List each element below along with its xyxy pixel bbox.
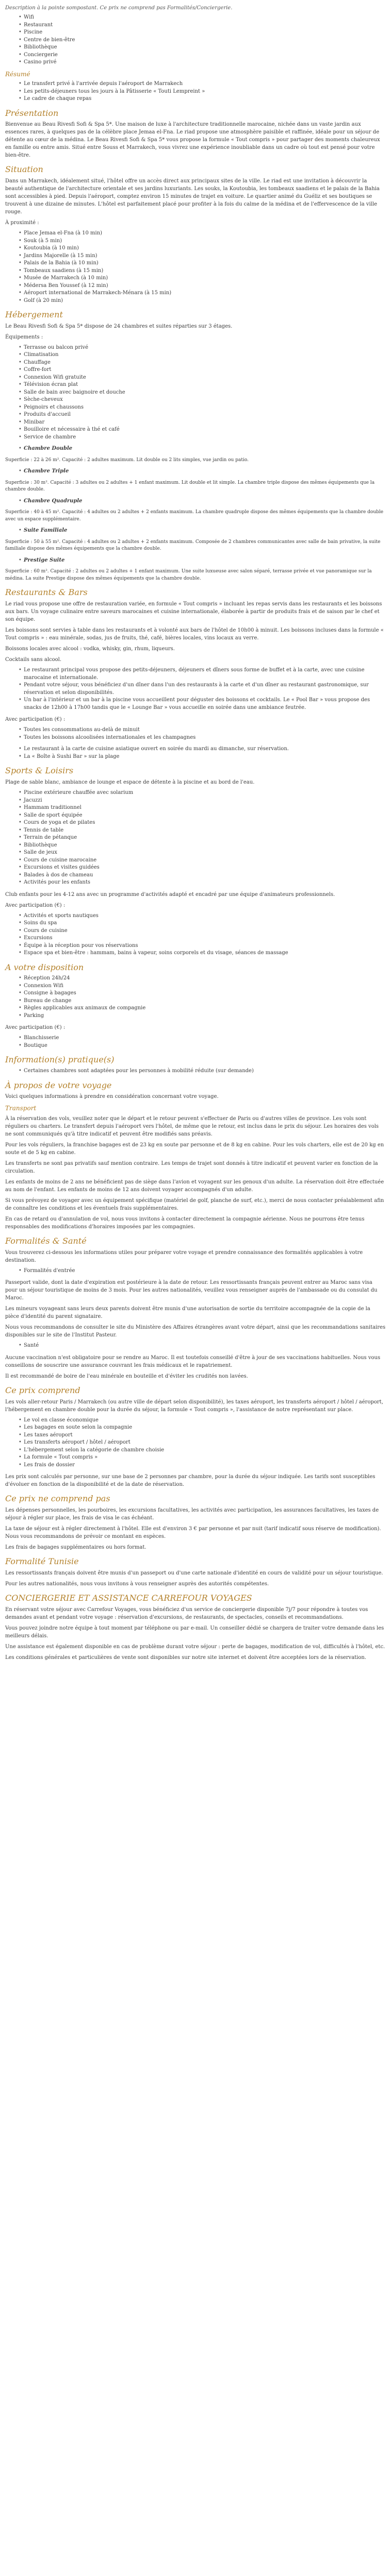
list-item: • Jacuzzi <box>19 797 386 805</box>
list-item: • Télévision écran plat <box>19 381 386 389</box>
list-item: • Aéroport international de Marrakech-Ménara (à 15 min) <box>19 290 386 297</box>
proximite-list <box>19 230 386 304</box>
transport-text-3: Les transferts ne sont pas privatifs sauf mention contraire. Les temps de trajet sont donnés à titre indicatif et peuvent varier en fonction de la circulation. <box>5 1161 378 1175</box>
list-item: • Bibliothèque <box>19 44 386 52</box>
presentation-text: Bienvenue au Beau Rivesfi Sofi & Spa 5*. Une maison de luxe à l'architecture traditionnelle marocaine, nichée dans un vaste jardin aux essences rares, à quelques pas de la célèbre place Jemaa el-Fna. Le riad propose une atmosphère paisible et raffinée, idéale pour un séjour de détente au cœur de la médina. Le Beau Rivesfi Sofi & Spa 5* vous propose la formule « Tout compris » pour partager des moments chaleureux en famille ou entre amis. Situé entre Souss et Marrakech, vous vivrez une expérience inoubliable dans un cadre où tout est pensé pour votre bien-être. <box>5 122 380 159</box>
avec-participation-list <box>19 726 386 741</box>
restaurants-note-list <box>19 745 386 760</box>
list-item: • Cours de cuisine marocaine <box>19 857 386 865</box>
list-item: • Salle de bain avec baignoire et douche <box>19 389 386 397</box>
list-item: • Activités pour les enfants <box>19 879 386 887</box>
section-title-formalite-tunisie: Formalité Tunisie <box>5 1556 79 1566</box>
equipements-list <box>19 344 386 442</box>
section-title-autre: A votre disposition <box>5 962 84 972</box>
concierge-text-2: Vous pouvez joindre notre équipe à tout moment par téléphone ou par e-mail. Un conseiller dédié se chargera de traiter votre demande dans les meilleurs délais. <box>5 1625 384 1639</box>
section-title-comprend: Ce prix comprend <box>5 1385 80 1395</box>
list-item: • Excursions <box>19 935 386 942</box>
nocomprend-text-1: Les dépenses personnelles, les pourboires, les excursions facultatives, les activités avec participation, les assurances facultatives, les taxes de séjour à régler sur place, les frais de visa le cas échéant. <box>5 1507 379 1521</box>
room-desc: Superficie : 40 à 45 m². Capacité : 4 adultes ou 2 adultes + 2 enfants maximum. La chambre quadruple dispose des mêmes équipements que la chambre double avec un espace supplémentaire. <box>5 510 384 522</box>
hebergement-text: Le Beau Rivesfi Sofi & Spa 5* dispose de 24 chambres et suites réparties sur 3 étages. <box>5 323 233 329</box>
list-item: • Certaines chambres sont adaptées pour les personnes à mobilité réduite (sur demande) <box>19 1067 386 1075</box>
list-item: • Les transferts aéroport / hôtel / aéroport <box>19 1439 386 1447</box>
autre-list <box>19 975 386 1020</box>
list-item: • Le cadre de chaque repas <box>19 95 386 103</box>
list-item: • Tennis de table <box>19 827 386 835</box>
room-list <box>19 445 386 453</box>
autre-participation-label: Avec participation (€) : <box>5 1025 66 1031</box>
room-item <box>19 445 386 453</box>
list-item: • Médersa Ben Youssef (à 12 min) <box>19 282 386 290</box>
list-item: • Restaurant <box>19 22 386 29</box>
list-item: • Salle de jeux <box>19 849 386 857</box>
transport-text-4: Les enfants de moins de 2 ans ne bénéficient pas de siège dans l'avion et voyagent sur les genoux d'un adulte. La réservation doit être effectuée au nom de l'enfant. Les enfants de moins de 12 ans doivent voyager accompagnés d'un adulte. <box>5 1179 384 1193</box>
list-item: • Le vol en classe économique <box>19 1417 386 1425</box>
section-title-info: Information(s) pratique(s) <box>5 1055 115 1065</box>
list-item: • Bouilloire et nécessaire à thé et café <box>19 426 386 434</box>
list-item: • Espace spa et bien-être : hammam, bains à vapeur, soins corporels et du visage, séances de massage <box>19 950 386 957</box>
list-item: • Le transfert privé à l'arrivée depuis l'aéroport de Marrakech <box>19 80 386 88</box>
room-item <box>19 468 386 476</box>
list-item: • Parking <box>19 1012 386 1020</box>
list-item: • Bureau de change <box>19 997 386 1005</box>
list-item: • Piscine <box>19 29 386 37</box>
list-item: • Musée de Marrakech (à 10 min) <box>19 275 386 282</box>
room-item <box>19 498 386 505</box>
room-list-3 <box>19 498 386 505</box>
concierge-text-1: En réservant votre séjour avec Carrefour Voyages, vous bénéficiez d'un service de conciergerie disponible 7j/7 pour répondre à toutes vos demandes avant et pendant votre voyage : réservation d'excursions, de restaurants, de spectacles, conseils et recommandations. <box>5 1606 368 1620</box>
nocomprend-text-3: Les frais de bagages supplémentaires ou hors format. <box>5 1544 146 1550</box>
section-title-presentation: Présentation <box>5 108 59 118</box>
sports-text: Plage de sable blanc, ambiance de lounge et espace de détente à la piscine et au bord de l'eau. <box>5 779 255 786</box>
restaurants-text: Le riad vous propose une offre de restauration variée, en formule « Tout compris » incluant les repas servis dans les restaurants et les boissons aux bars. Un voyage culinaire entre saveurs marocaines et cuisine internationale, élaborée à partir de produits frais et de saison par le chef et son équipe. <box>5 601 382 623</box>
list-item: • Blanchisserie <box>19 1035 386 1042</box>
list-item: • Piscine extérieure chauffée avec solarium <box>19 789 386 797</box>
section-title-hebergement: Hébergement <box>5 310 63 320</box>
list-item: • Réception 24h/24 <box>19 975 386 982</box>
section-title-apropos: À propos de votre voyage <box>5 1080 112 1090</box>
list-item: • Les petits-déjeuners tous les jours à la Pâtisserie « Touti Lempreint » <box>19 88 386 96</box>
equipements-label: Équipements : <box>5 334 43 340</box>
list-item: • Boutique <box>19 1042 386 1050</box>
list-item: • Centre de bien-être <box>19 37 386 44</box>
list-item: • Wifi <box>19 14 386 22</box>
apropos-text: Voici quelques informations à prendre en considération concernant votre voyage. <box>5 1094 219 1100</box>
section-title-nocomprend: Ce prix ne comprend pas <box>5 1494 110 1504</box>
list-item: • Cours de yoga et de pilates <box>19 819 386 827</box>
nocomprend-text-2: La taxe de séjour est à régler directement à l'hôtel. Elle est d'environ 3 € par personne et par nuit (tarif indicatif sous réserve de modification). Nous vous recommandons de prévoir ce montant en espèces. <box>5 1526 381 1539</box>
services-list <box>19 14 386 66</box>
formalites-text-1: Vous trouverez ci-dessous les informations utiles pour préparer votre voyage et prendre connaissance des formalités applicables à votre destination. <box>5 1249 363 1263</box>
comprend-text-1: Les vols aller-retour Paris / Marrakech (ou autre ville de départ selon disponibilité), les taxes aéroport, les transferts aéroport / hôtel / aéroport, l'hébergement en chambre double pour la durée du séjour, la formule « Tout compris », l'assistance de notre représentant sur place. <box>5 1399 383 1413</box>
list-item: • Climatisation <box>19 351 386 359</box>
section-title-transport: Transport <box>5 1105 37 1112</box>
list-item: • Peignoirs et chaussons <box>19 404 386 412</box>
transport-text-2: Pour les vols réguliers, la franchise bagages est de 23 kg en soute par personne et de 8 kg en cabine. Pour les vols charters, elle est de 20 kg en soute et de 5 kg en cabine. <box>5 1142 384 1156</box>
list-item: • Toutes les boissons alcoolisées internationales et les champagnes <box>19 734 386 742</box>
list-item: • Golf (à 20 min) <box>19 297 386 305</box>
list-item: • Formalités d'entrée <box>19 1267 386 1275</box>
list-item: • Casino privé <box>19 59 386 66</box>
list-item: • Excursions et visites guidées <box>19 864 386 872</box>
list-item: • Soins du spa <box>19 920 386 927</box>
section-title-resume: Résumé <box>5 70 30 78</box>
section-title-concierge: CONCIERGERIE ET ASSISTANCE CARREFOUR VOYAGES <box>5 1592 252 1603</box>
list-item: • Activités et sports nautiques <box>19 912 386 920</box>
list-item: • Pendant votre séjour, vous bénéficiez d'un dîner dans l'un des restaurants à la carte et d'un dîner au restaurant gastronomique, sur réservation et selon disponibilités. <box>19 682 386 697</box>
list-item: • Balades à dos de chameau <box>19 872 386 879</box>
list-item: • Les taxes aéroport <box>19 1432 386 1439</box>
list-item: • Un bar à l'intérieur et un bar à la piscine vous accueillent pour déguster des boissons et cocktails. Le « Pool Bar » vous propose des snacks de 12h00 à 17h00 tandis que le « Lounge Bar » vous accueille en soirée dans une ambiance feutrée. <box>19 697 386 711</box>
list-item: • Place Jemaa el-Fna (à 10 min) <box>19 230 386 238</box>
list-item: • Terrasse ou balcon privé <box>19 344 386 352</box>
list-item: • L'hébergement selon la catégorie de chambre choisie <box>19 1447 386 1454</box>
list-item: • Connexion Wifi gratuite <box>19 374 386 382</box>
list-item: • Les bagages en soute selon la compagnie <box>19 1424 386 1432</box>
room-list-4 <box>19 527 386 535</box>
sante-text-1: Aucune vaccination n'est obligatoire pour se rendre au Maroc. Il est toutefois conseillé d'être à jour de ses vaccinations habituelles. Nous vous conseillons de souscrire une assurance couvrant les frais médicaux et le rapatriement. <box>5 1354 381 1368</box>
list-item: • Cours de cuisine <box>19 927 386 935</box>
proximite-label: À proximité : <box>5 220 39 226</box>
list-item: • Produits d'accueil <box>19 411 386 419</box>
autre-list-2 <box>19 1035 386 1049</box>
list-item: • Souk (à 5 min) <box>19 238 386 245</box>
section-title-sports: Sports & Loisirs <box>5 766 74 776</box>
resume-list <box>19 80 386 103</box>
list-item: • Le restaurant à la carte de cuisine asiatique ouvert en soirée du mardi au dimanche, sur réservation. <box>19 745 386 753</box>
situation-text: Dans un Marrakech, idéalement situé, l'hôtel offre un accès direct aux principaux sites de la ville. Le riad est une invitation à découvrir la beauté authentique de l'architecture orientale et ses jardins luxuriants. Les souks, la Koutoubia, les tombeaux saadiens et le palais de la Bahia sont accessibles à pied. Depuis l'aéroport, comptez environ 15 minutes de trajet en voiture. Le quartier animé du Guéliz et ses boutiques se trouvent à une dizaine de minutes. L'hôtel est parfaitement placé pour profiter à la fois du calme de la médina et de l'effervescence de la ville rouge. <box>5 178 380 215</box>
formalites-text-3: Les mineurs voyageant sans leurs deux parents doivent être munis d'une autorisation de sortie du territoire accompagnée de la copie de la pièce d'identité du parent signataire. <box>5 1306 370 1320</box>
section-title-formalites: Formalités & Santé <box>5 1236 87 1246</box>
list-item: • Santé <box>19 1342 386 1350</box>
section-title-restaurants: Restaurants & Bars <box>5 587 88 598</box>
list-item: • Connexion Wifi <box>19 982 386 990</box>
sports-text-2: Club enfants pour les 4-12 ans avec un programme d'activités adapté et encadré par une équipe d'animateurs professionnels. <box>5 891 335 897</box>
formalite-text-2: Pour les autres nationalités, nous vous invitons à vous renseigner auprès des autorités compétentes. <box>5 1581 269 1587</box>
avec-participation-label-2: Avec participation (€) : <box>5 902 66 908</box>
intro-text: Description à la pointe sompostant. Ce prix ne comprend pas Formalités/Conciergerie. <box>5 5 233 11</box>
list-item: • Sèche-cheveux <box>19 396 386 404</box>
transport-text-6: En cas de retard ou d'annulation de vol, nous vous invitons à contacter directement la compagnie aérienne. Nous ne pourrons être tenus responsables des modifications d'horaires imposées par les compagnies. <box>5 1216 365 1230</box>
room-desc: Superficie : 50 à 55 m². Capacité : 4 adultes ou 2 adultes + 2 enfants maximum. Composée de 2 chambres communicantes avec salle de bain privative, la suite familiale dispose des mêmes équipements que la chambre double. <box>5 539 381 552</box>
sante-text-2: Il est recommandé de boire de l'eau minérale en bouteille et d'éviter les crudités non lavées. <box>5 1373 248 1379</box>
list-item: • Coffre-fort <box>19 366 386 374</box>
list-item: • Conciergerie <box>19 52 386 59</box>
page <box>5 4 386 1662</box>
room-desc: Superficie : 22 à 26 m². Capacité : 2 adultes maximum. Lit double ou 2 lits simples, vue jardin ou patio. <box>5 457 249 463</box>
list-item: • Service de chambre <box>19 434 386 442</box>
list-item: • Bibliothèque <box>19 842 386 850</box>
list-item: • Koutoubia (à 10 min) <box>19 245 386 252</box>
room-list-2 <box>19 468 386 476</box>
comprend-list <box>19 1417 386 1469</box>
room-title: • Chambre Triple <box>24 468 69 474</box>
room-desc: Superficie : 30 m². Capacité : 3 adultes ou 2 adultes + 1 enfant maximum. Lit double et lit simple. La chambre triple dispose des mêmes équipements que la chambre double. <box>5 480 375 493</box>
list-item: • Tombeaux saadiens (à 15 min) <box>19 267 386 275</box>
formalites-list <box>19 1267 386 1275</box>
concierge-text-3: Une assistance est également disponible en cas de problème durant votre séjour : perte de bagages, modification de vol, difficultés à l'hôtel, etc. <box>5 1643 385 1650</box>
transport-text-5: Si vous prévoyez de voyager avec un équipement spécifique (matériel de golf, planche de surf, etc.), merci de nous contacter préalablement afin de connaître les conditions et les éventuels frais supplémentaires. <box>5 1198 384 1212</box>
room-list-5 <box>19 557 386 565</box>
list-item: • Jardins Majorelle (à 15 min) <box>19 252 386 260</box>
sports-list <box>19 789 386 887</box>
room-item <box>19 527 386 535</box>
room-title: • Chambre Quadruple <box>24 498 83 504</box>
avec-participation-list-2 <box>19 912 386 957</box>
list-item: • Hammam traditionnel <box>19 804 386 812</box>
list-item: • Les frais de dossier <box>19 1462 386 1469</box>
list-item: • Règles applicables aux animaux de compagnie <box>19 1005 386 1012</box>
formalite-text-1: Les ressortissants français doivent être munis d'un passeport ou d'une carte nationale d'identité en cours de validité pour un séjour touristique. <box>5 1570 383 1576</box>
room-title: • Suite Familiale <box>24 528 68 534</box>
concierge-text-4: Les conditions générales et particulières de vente sont disponibles sur notre site internet et doivent être acceptées lors de la réservation. <box>5 1654 367 1660</box>
list-item: • La « Boîte à Sushi Bar » sur la plage <box>19 753 386 761</box>
list-item: • Le restaurant principal vous propose des petits-déjeuners, déjeuners et dîners sous forme de buffet et à la carte, avec une cuisine marocaine et internationale. <box>19 667 386 682</box>
room-desc: Superficie : 60 m². Capacité : 2 adultes ou 2 adultes + 1 enfant maximum. Une suite luxueuse avec salon séparé, terrasse privée et vue panoramique sur la médina. La suite Prestige dispose des mêmes équipements que la chambre double. <box>5 569 372 581</box>
room-title: • Prestige Suite <box>24 557 65 563</box>
transport-text-1: À la réservation des vols, veuillez noter que le départ et le retour peuvent s'effectuer de Paris ou d'autres villes de province. Les vols sont réguliers ou charters. Le transfert depuis l'aéroport vers l'hôtel, de même que le retour, est inclus dans le prix du séjour. Les horaires des vols ne sont communiqués qu'à titre indicatif et peuvent être modifiés sans préavis. <box>5 1116 379 1138</box>
list-item: • Consigne à bagages <box>19 990 386 997</box>
comprend-text-2: Les prix sont calculés par personne, sur une base de 2 personnes par chambre, pour la durée du séjour indiquée. Les tarifs sont susceptibles d'évoluer en fonction de la disponibilité et de la date de réservation. <box>5 1474 376 1488</box>
list-item: • Chauffage <box>19 359 386 367</box>
formalites-text-4: Nous vous recommandons de consulter le site du Ministère des Affaires étrangères avant votre départ, ainsi que les recommandations sanitaires disponibles sur le site de l'Institut Pasteur. <box>5 1325 386 1338</box>
formalites-text-2: Passeport valide, dont la date d'expiration est postérieure à la date de retour. Les ressortissants français peuvent entrer au Maroc sans visa pour un séjour touristique de moins de 3 mois. Pour les autres nationalités, veuillez vous renseigner auprès de l'ambassade ou du consulat du Maroc. <box>5 1280 378 1301</box>
list-item: • Salle de sport équipée <box>19 812 386 820</box>
list-item: • Équipe à la réception pour vos réservations <box>19 942 386 950</box>
room-title: • Chambre Double <box>24 446 73 452</box>
list-item: • Minibar <box>19 419 386 427</box>
info-list <box>19 1067 386 1075</box>
list-item: • La formule « Tout compris » <box>19 1454 386 1462</box>
restaurants-list <box>19 667 386 711</box>
restaurants-text-2: Les boissons sont servies à table dans les restaurants et à volonté aux bars de l'hôtel de 10h00 à minuit. Les boissons incluses dans la formule « Tout compris » : eau minérale, sodas, jus de fruits, thé, café, bières locales, vins locaux au verre. <box>5 628 384 641</box>
room-item <box>19 557 386 565</box>
list-item: • Palais de la Bahia (à 10 min) <box>19 260 386 267</box>
avec-participation-label: Avec participation (€) : <box>5 717 66 723</box>
list-item: • Toutes les consommations au-delà de minuit <box>19 726 386 734</box>
list-item: • Terrain de pétanque <box>19 834 386 842</box>
section-title-situation: Situation <box>5 164 43 175</box>
sante-list <box>19 1342 386 1350</box>
restaurants-text-3: Boissons locales avec alcool : vodka, whisky, gin, rhum, liqueurs. <box>5 646 175 652</box>
restaurants-text-4: Cocktails sans alcool. <box>5 657 62 663</box>
